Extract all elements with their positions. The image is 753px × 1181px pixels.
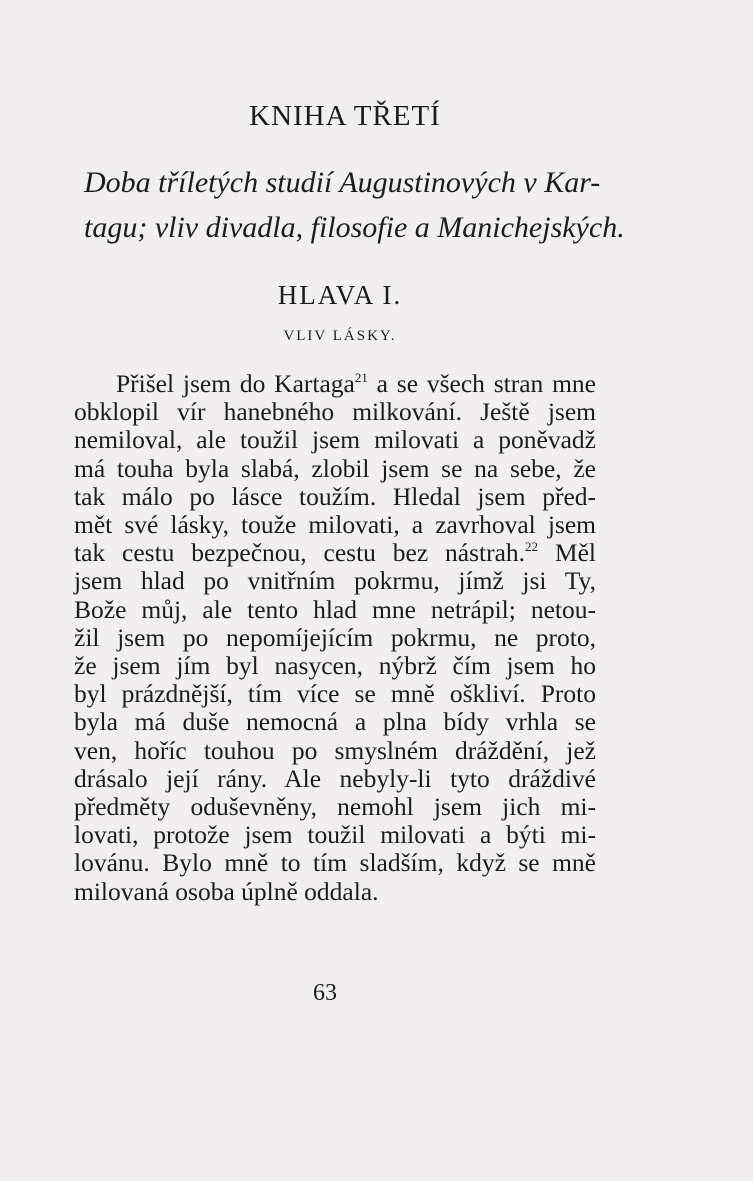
body-line-text: ven, hoříc touhou po smyslném dráždění, jež <box>74 735 596 765</box>
body-line <box>74 765 596 793</box>
body-line <box>74 849 596 877</box>
body-line-text: tak cestu bezpečnou, cestu bez nástrah. <box>74 538 526 568</box>
body-line <box>74 624 596 652</box>
body-line-text: Měl <box>538 538 596 568</box>
body-line-text: jsem hlad po vnitřním pokrmu, jímž jsi Ty, <box>74 566 596 596</box>
body-line-text: že jsem jím byl nasycen, nýbrž čím jsem ho <box>74 651 596 681</box>
body-line <box>74 370 596 398</box>
body-line <box>74 878 596 906</box>
book-title: KNIHA TŘETÍ <box>249 100 441 132</box>
footnote-marker: 22 <box>525 539 539 555</box>
chapter-heading: HLAVA I. <box>277 280 403 310</box>
body-line-text: lovati, protože jsem toužil milovati a býti mi- <box>74 820 596 850</box>
body-line <box>74 793 596 821</box>
body-line <box>74 737 596 765</box>
body-line-text: byla má duše nemocná a plna bídy vrhla se <box>74 707 596 737</box>
body-line <box>74 821 596 849</box>
body-line-text: tak málo po lásce toužím. Hledal jsem před- <box>74 481 596 511</box>
body-line <box>74 483 596 511</box>
body-line-text: drásalo její rány. Ale nebyly-li tyto dráždivé <box>74 763 596 793</box>
body-line-text: Bože můj, ale tento hlad mne netrápil; netou- <box>74 594 596 624</box>
body-line <box>74 596 596 624</box>
body-line-text: lovánu. Bylo mně to tím sladším, když se mně <box>74 848 596 878</box>
page-number: 63 <box>313 980 337 1006</box>
body-line <box>74 455 596 483</box>
book-subtitle <box>84 160 625 250</box>
subtitle-line: tagu; vliv divadla, filosofie a Manichejských. <box>84 211 625 244</box>
body-line <box>74 511 596 539</box>
body-line-text: má touha byla slabá, zlobil jsem se na sebe, že <box>74 453 596 483</box>
body-line <box>74 398 596 426</box>
body-line <box>74 680 596 708</box>
body-line-text: předměty oduševněny, nemohl jsem jich mi- <box>74 792 596 822</box>
body-text <box>74 370 596 906</box>
body-line-text: nemiloval, ale toužil jsem milovati a poněvadž <box>74 425 596 455</box>
body-line-text: a se všech stran mne <box>367 369 596 398</box>
body-line-text: žil jsem po nepomíjejícím pokrmu, ne proto, <box>74 622 596 652</box>
chapter-subheading: VLIV LÁSKY. <box>283 328 397 344</box>
body-line-text: byl prázdnější, tím více se mně oškliví. Proto <box>74 679 596 709</box>
body-line <box>74 567 596 595</box>
body-line-text: obklopil vír hanebného milkování. Ještě jsem <box>74 397 596 427</box>
body-line-text: Přišel jsem do Kartaga <box>116 369 355 398</box>
subtitle-line: Doba tříletých studií Augustinových v Kar- <box>84 166 601 199</box>
body-line-text: mět své lásky, touže milovati, a zavrhoval jsem <box>74 510 596 540</box>
body-line <box>74 708 596 736</box>
body-line <box>74 539 596 567</box>
body-line-text: milovaná osoba úplně oddala. <box>74 876 379 906</box>
body-line <box>74 426 596 454</box>
body-line <box>74 652 596 680</box>
footnote-marker: 21 <box>354 370 368 385</box>
